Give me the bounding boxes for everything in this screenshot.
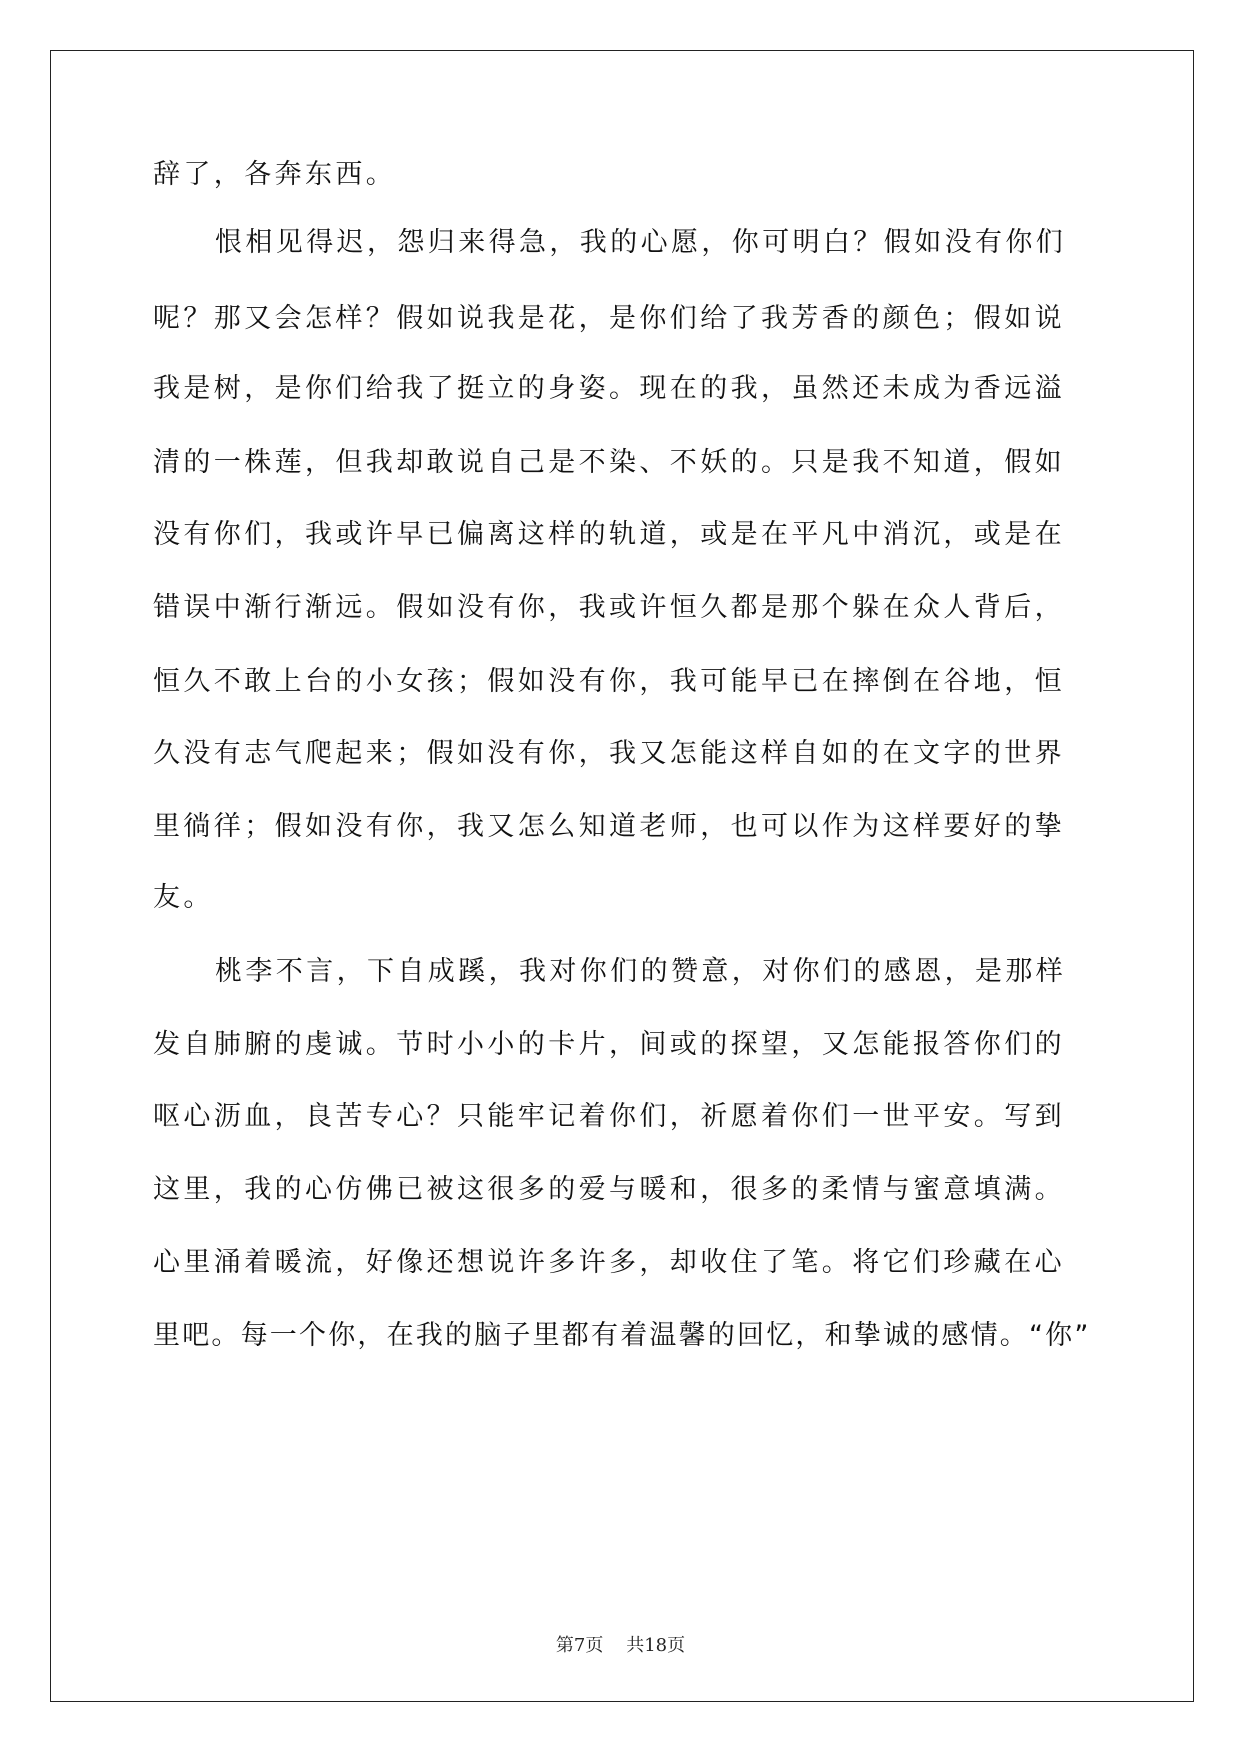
page-total: 共18页 (626, 1635, 686, 1656)
text-line: 发自肺腑的虔诚。节时小小的卡片，间或的探望，又怎能报答你们的 (153, 1029, 1065, 1060)
text-line: 友。 (153, 882, 214, 913)
text-line: 这里，我的心仿佛已被这很多的爱与暖和，很多的柔情与蜜意填满。 (153, 1174, 1065, 1205)
text-line: 没有你们，我或许早已偏离这样的轨道，或是在平凡中消沉，或是在 (153, 519, 1065, 550)
text-line: 清的一株莲，但我却敢说自己是不染、不妖的。只是我不知道，假如 (153, 447, 1065, 478)
text-line: 心里涌着暖流，好像还想说许多许多，却收住了笔。将它们珍藏在心 (153, 1247, 1065, 1278)
text-line: 里吧。每一个你，在我的脑子里都有着温馨的回忆，和挚诚的感情。“你” (153, 1320, 1091, 1351)
text-line: 错误中渐行渐远。假如没有你，我或许恒久都是那个躲在众人背后， (153, 592, 1065, 623)
paragraph-first-line: 桃李不言，下自成蹊，我对你们的赞意，对你们的感恩，是那样 (215, 956, 1067, 987)
text-line: 我是树，是你们给我了挺立的身姿。现在的我，虽然还未成为香远溢 (153, 373, 1065, 404)
page-frame (50, 50, 1194, 1702)
paragraph-first-line: 恨相见得迟，怨归来得急，我的心愿，你可明白？假如没有你们 (215, 227, 1067, 258)
text-line: 呢？那又会怎样？假如说我是花，是你们给了我芳香的颜色；假如说 (153, 303, 1065, 334)
text-line: 呕心沥血，良苦专心？只能牢记着你们，祈愿着你们一世平安。写到 (153, 1101, 1065, 1132)
text-line: 久没有志气爬起来；假如没有你，我又怎能这样自如的在文字的世界 (153, 738, 1065, 769)
text-line: 辞了，各奔东西。 (153, 159, 397, 190)
text-line: 恒久不敢上台的小女孩；假如没有你，我可能早已在摔倒在谷地，恒 (153, 666, 1065, 697)
text-line: 里徜徉；假如没有你，我又怎么知道老师，也可以作为这样要好的挚 (153, 811, 1065, 842)
page-number: 第7页 (555, 1635, 604, 1656)
page-footer (0, 1634, 1241, 1658)
